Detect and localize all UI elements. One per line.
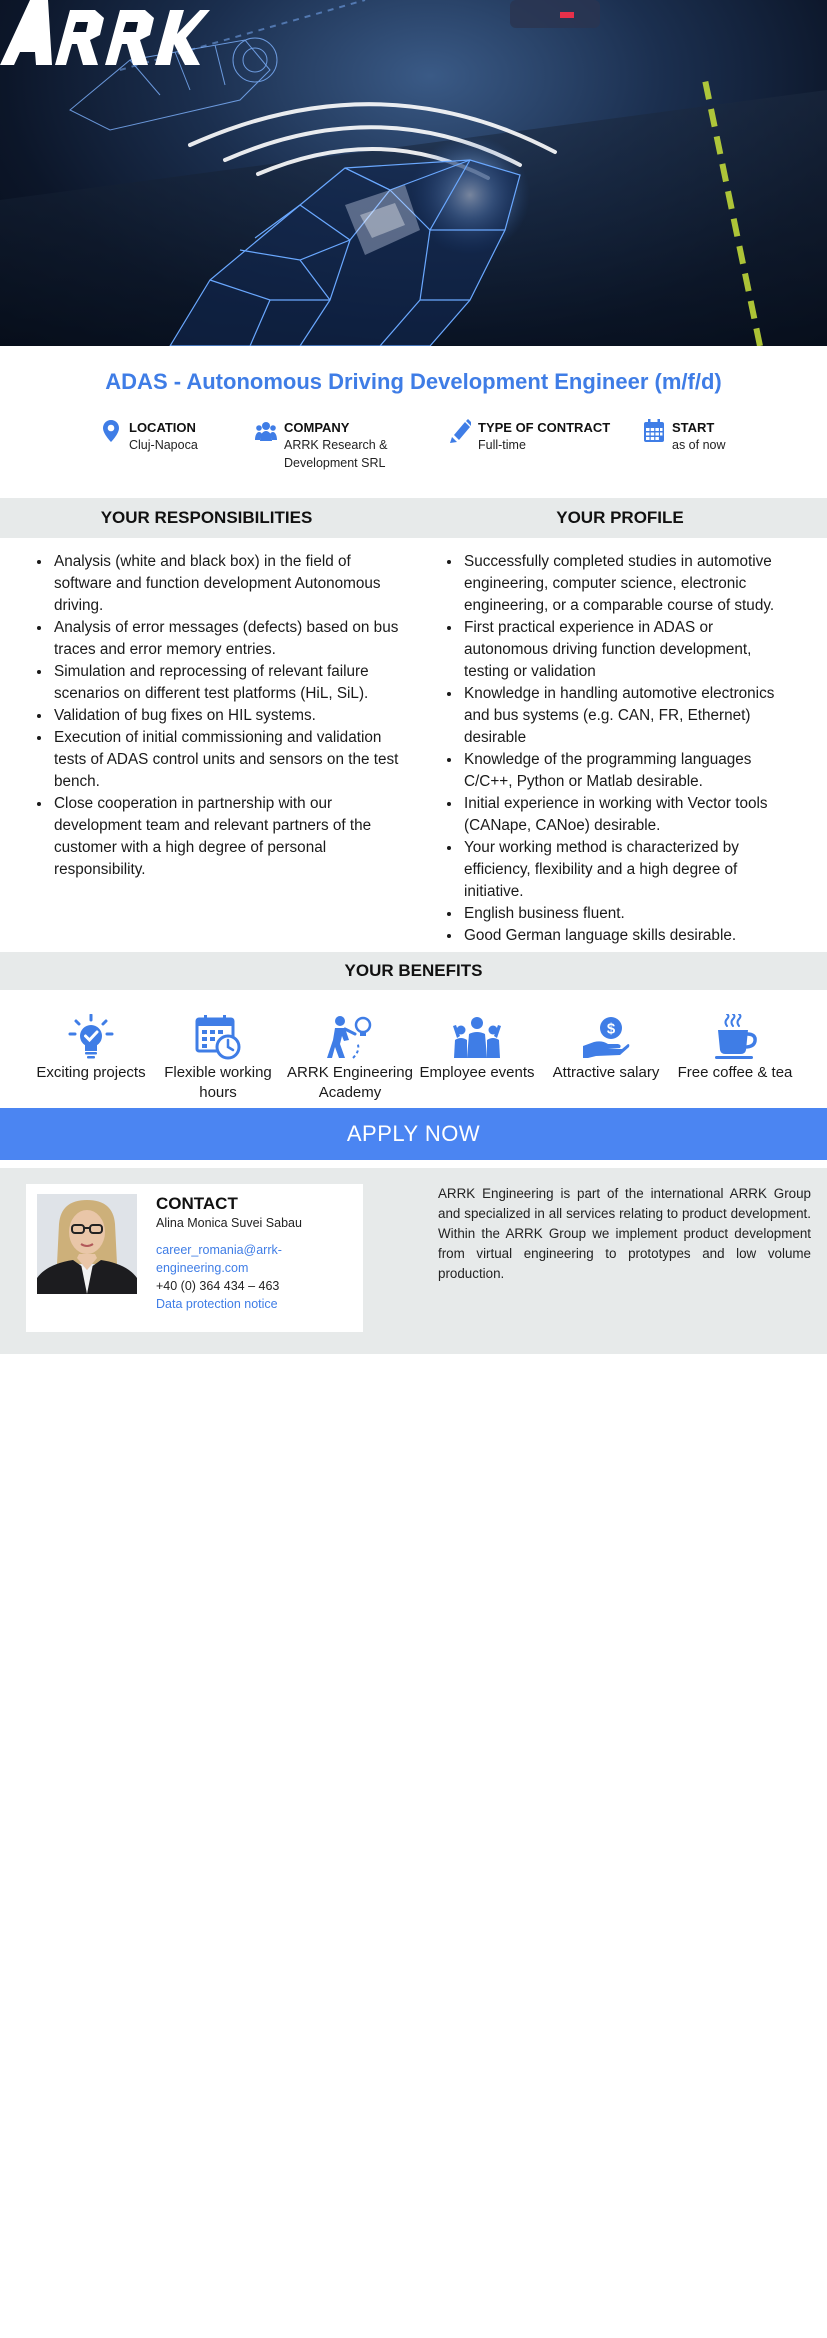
meta-location	[100, 419, 198, 454]
meta-value: Development SRL	[284, 456, 386, 470]
list-item: • Close cooperation in partnership with our development team and relevant partners of the customer with a high degree of personal responsibility.	[52, 793, 412, 881]
list-item: • Initial experience in working with Vector tools (CANape, CANoe) desirable.	[462, 793, 792, 837]
meta-company	[255, 419, 388, 472]
benefit-label: Free coffee & tea	[677, 1064, 793, 1081]
footer-section	[0, 1168, 827, 1354]
benefit-label: ARRK Engineering Academy	[287, 1064, 413, 1101]
benefit-label: Attractive salary	[552, 1064, 660, 1081]
contact-name: Alina Monica Suvei Sabau	[156, 1216, 302, 1230]
benefit-label: Employee events	[419, 1064, 535, 1081]
svg-text:$: $	[606, 1020, 616, 1038]
meta-contract	[449, 419, 610, 454]
responsibilities-list	[36, 551, 412, 881]
benefit-free-coffee	[665, 1014, 805, 1083]
contact-phone: +40 (0) 364 434 – 463	[156, 1279, 280, 1293]
arrk-logo	[0, 0, 210, 70]
meta-value: Cluj-Napoca	[129, 438, 198, 452]
benefit-attractive-salary	[536, 1014, 676, 1083]
list-item: • Knowledge in handling automotive electronics and bus systems (e.g. CAN, FR, Ethernet) desirable	[462, 683, 792, 749]
hero-banner	[0, 0, 827, 346]
list-item: • Simulation and reprocessing of relevant failure scenarios on different test platforms (HiL, SiL).	[52, 661, 412, 705]
meta-value: as of now	[672, 438, 726, 452]
map-pin-icon	[100, 419, 122, 443]
list-item: • Analysis (white and black box) in the field of software and function development Autonomous driving.	[52, 551, 412, 617]
list-item: • Knowledge of the programming languages C/C++, Python or Matlab desirable.	[462, 749, 792, 793]
meta-start	[643, 419, 726, 454]
data-protection-link[interactable]: Data protection notice	[156, 1297, 278, 1311]
contact-email-link[interactable]: engineering.com	[156, 1261, 249, 1275]
meta-value: Full-time	[478, 438, 526, 452]
meta-label: COMPANY	[284, 420, 350, 435]
job-title: ADAS - Autonomous Driving Development Engineer (m/f/d)	[105, 369, 722, 394]
pencil-icon	[449, 419, 471, 443]
meta-label: TYPE OF CONTRACT	[478, 420, 611, 435]
academy-person-icon	[327, 1014, 373, 1060]
list-item: • English business fluent.	[462, 903, 792, 925]
company-about: ARRK Engineering is part of the international ARRK Group and specialized in all services relating to product development. Within the ARRK Group we implement product development from virtual engineering to prototypes and low volume production.	[438, 1186, 811, 1281]
meta-label: START	[672, 420, 715, 435]
sections-header-band	[0, 498, 827, 538]
benefits-heading: YOUR BENEFITS	[344, 961, 483, 980]
contact-details	[156, 1241, 356, 1313]
benefits-header-band	[0, 952, 827, 990]
list-item: • Successfully completed studies in automotive engineering, computer science, electronic engineering, or a comparable course of study.	[462, 551, 792, 617]
team-event-icon	[453, 1014, 501, 1060]
contact-email-link[interactable]: career_romania@arrk-	[156, 1243, 282, 1257]
lightbulb-check-icon	[68, 1014, 114, 1060]
calendar-clock-icon	[195, 1014, 241, 1060]
contact-heading: CONTACT	[156, 1194, 238, 1213]
calendar-icon	[643, 419, 665, 443]
coffee-cup-icon	[712, 1014, 758, 1060]
list-item: • Validation of bug fixes on HIL systems.	[52, 705, 412, 727]
apply-now-button[interactable]: APPLY NOW	[0, 1108, 827, 1160]
list-item: • First practical experience in ADAS or autonomous driving function development, testing or validation	[462, 617, 792, 683]
responsibilities-heading: YOUR RESPONSIBILITIES	[100, 508, 313, 527]
benefit-academy	[280, 1014, 420, 1103]
list-item: • Execution of initial commissioning and validation tests of ADAS control units and sensors on the test bench.	[52, 727, 412, 793]
benefit-label: Exciting projects	[36, 1064, 146, 1081]
list-item: • Your working method is characterized by efficiency, flexibility and a high degree of initiative.	[462, 837, 792, 903]
benefit-flexible-hours	[148, 1014, 288, 1103]
contact-portrait	[37, 1194, 137, 1294]
meta-value: ARRK Research &	[284, 438, 388, 452]
benefit-employee-events	[407, 1014, 547, 1083]
benefit-exciting-projects	[21, 1014, 161, 1083]
people-icon	[255, 419, 277, 443]
contact-photo	[37, 1194, 137, 1294]
list-item: • Analysis of error messages (defects) based on bus traces and error memory entries.	[52, 617, 412, 661]
profile-list	[446, 551, 792, 947]
hand-money-icon	[582, 1014, 630, 1060]
profile-heading: YOUR PROFILE	[556, 508, 684, 527]
contact-card	[26, 1184, 363, 1332]
meta-label: LOCATION	[129, 420, 196, 435]
benefit-label: Flexible working hours	[164, 1064, 272, 1101]
list-item: • Good German language skills desirable.	[462, 925, 792, 947]
